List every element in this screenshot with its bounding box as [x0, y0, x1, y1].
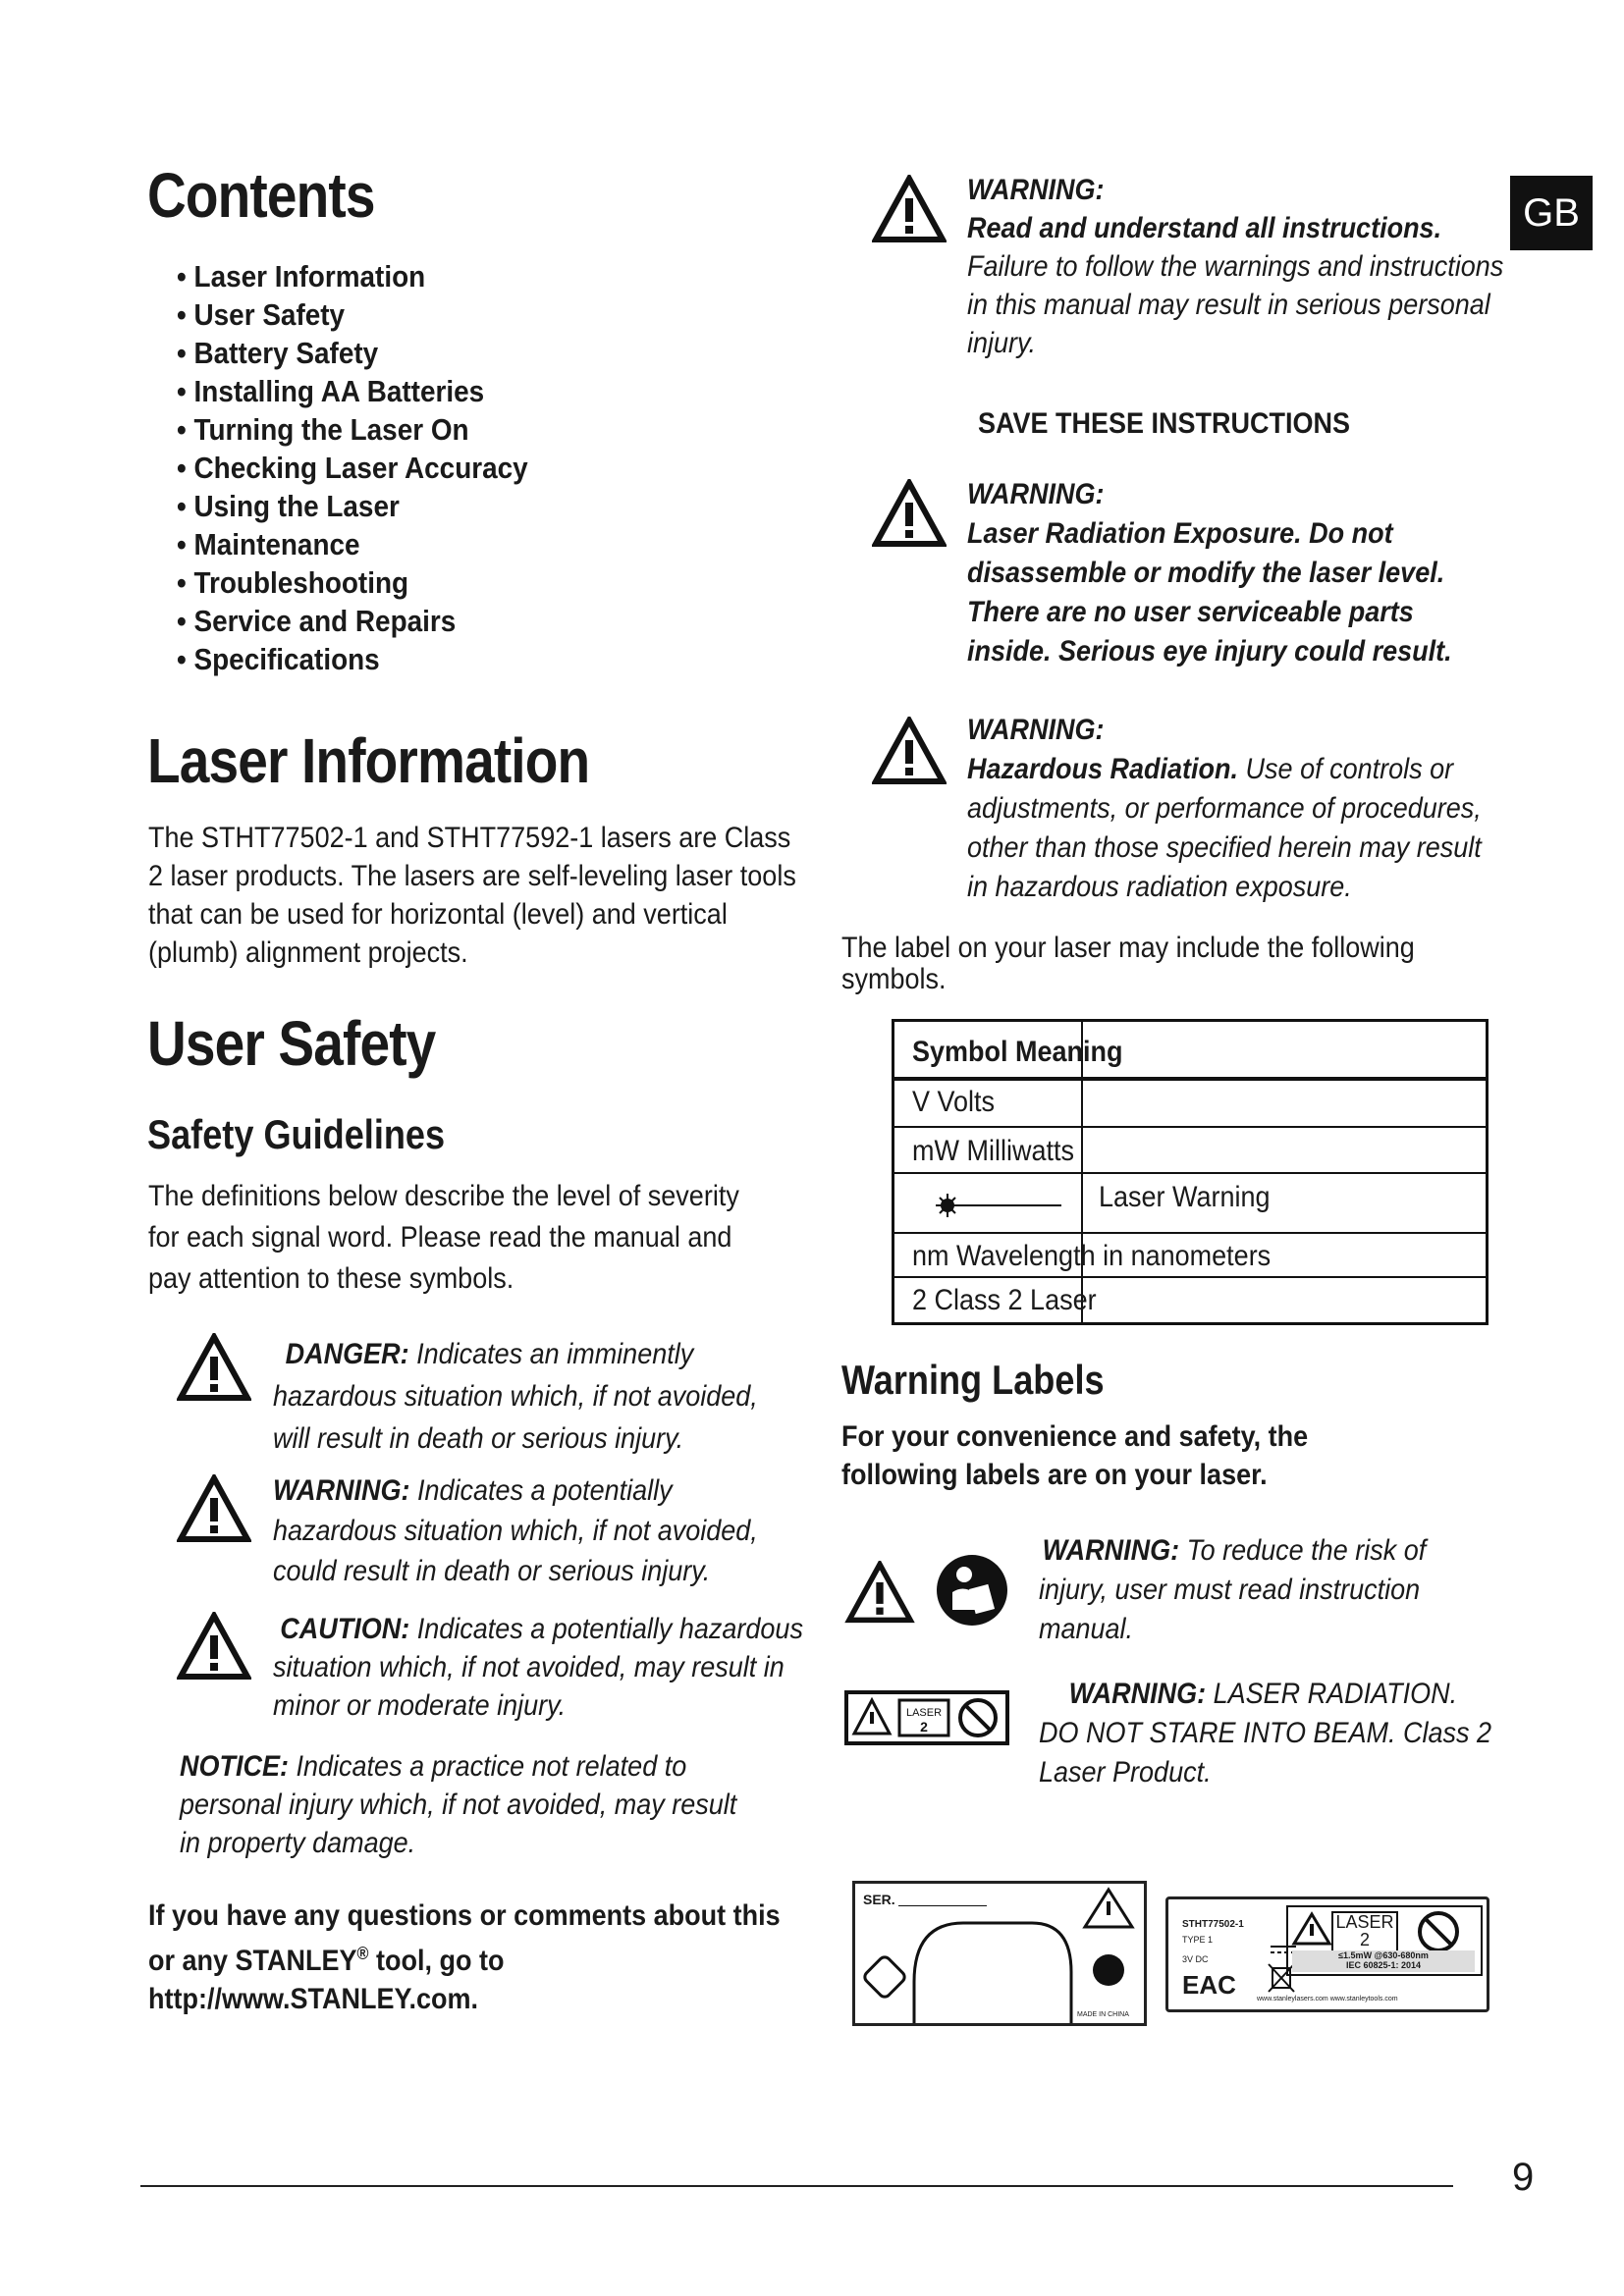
warning-triangle-icon — [1290, 1911, 1333, 1947]
warning-text: Indicates a potentially hazardous situation which, if not avoided, could result in death or serious injury. — [273, 1474, 758, 1587]
toc-item: • Specifications — [177, 640, 528, 678]
toc-item: • Troubleshooting — [177, 563, 528, 602]
laser-spec-power: ≤1.5mW @630-680nm — [1338, 1950, 1429, 1960]
no-stare-icon — [1416, 1909, 1461, 1954]
svg-text:2: 2 — [920, 1719, 928, 1735]
caution-definition — [273, 1610, 803, 1725]
contents-list — [177, 257, 567, 678]
label-outline — [855, 1884, 1144, 2023]
warning-bold: Read and understand all instructions. — [967, 212, 1442, 244]
table-row — [894, 1077, 1486, 1081]
table-cell: 2 Class 2 Laser — [912, 1284, 1097, 1316]
website-text: www.stanleylasers.com www.stanleytools.com — [1257, 1996, 1398, 2002]
page-number: 9 — [1512, 2156, 1535, 2199]
laser-info-body: The STHT77502-1 and STHT77592-1 lasers are Class 2 laser products. The lasers are self-leveling laser tools that can be used for horizontal (level) and vertical (plumb) alignment projects. — [148, 822, 796, 969]
caution-text: Indicates a potentially hazardous situation which, if not avoided, may result in minor or moderate injury. — [273, 1613, 803, 1722]
label-warning-text: To reduce the risk of injury, user must read instruction manual. — [1039, 1534, 1427, 1645]
warning-triangle-icon — [177, 1474, 251, 1543]
contact-text-a: If you have any questions or comments about this or any STANLEY — [148, 1899, 781, 1977]
contents-title: Contents — [147, 160, 375, 231]
warning-read-instructions — [967, 171, 1506, 362]
serial-label — [852, 1881, 1147, 2026]
symbols-intro: The label on your laser may include the following symbols. — [841, 932, 1415, 995]
contact-text-b: tool, go to http://www.STANLEY.com. — [148, 1945, 505, 2015]
registered-mark: ® — [356, 1944, 369, 1963]
save-instructions: SAVE THESE INSTRUCTIONS — [978, 407, 1351, 440]
warning-triangle-icon — [872, 717, 947, 785]
toc-item: • User Safety — [177, 295, 528, 334]
table-row — [894, 1276, 1486, 1278]
laser-class-badge — [1331, 1911, 1398, 1952]
label-warning-read-manual — [1039, 1531, 1498, 1649]
warning-label: WARNING: — [967, 478, 1105, 510]
warning-labels-title: Warning Labels — [841, 1357, 1105, 1403]
label-warning-word: WARNING: — [1042, 1534, 1180, 1567]
table-row — [894, 1126, 1486, 1128]
laser-spec-standard: IEC 60825-1: 2014 — [1345, 1960, 1422, 1970]
type-text: TYPE 1 — [1182, 1935, 1214, 1945]
toc-item: • Maintenance — [177, 525, 528, 563]
made-in-text: MADE IN CHINA — [1077, 2011, 1129, 2018]
toc-item: • Service and Repairs — [177, 602, 528, 640]
toc-item: • Installing AA Batteries — [177, 372, 528, 410]
table-row — [894, 1232, 1486, 1234]
warning-triangle-icon — [872, 175, 947, 243]
label-warning-laser-radiation — [1039, 1675, 1498, 1792]
model-text: STHT77502-1 — [1182, 1919, 1244, 1930]
warning-label: WARNING: — [967, 714, 1105, 746]
contact-info — [148, 1896, 785, 2018]
toc-item: • Battery Safety — [177, 334, 528, 372]
svg-text:LASER: LASER — [905, 1707, 943, 1719]
warning-laser-exposure — [967, 475, 1489, 671]
toc-item: • Using the Laser — [177, 487, 528, 525]
class-text: 2 — [1359, 1930, 1370, 1949]
danger-text: Indicates an imminently hazardous situation which, if not avoided, will result in death or serious injury. — [273, 1338, 758, 1455]
notice-word: NOTICE: — [180, 1750, 289, 1783]
warning-text: Use of controls or adjustments, or performance of procedures, other than those specified herein may result in hazardous radiation exposure. — [967, 753, 1482, 903]
warning-text: Failure to follow the warnings and instructions in this manual may result in serious personal injury. — [967, 250, 1504, 359]
warning-labels-intro: For your convenience and safety, the following labels are on your laser. — [841, 1420, 1309, 1491]
table-row — [894, 1172, 1486, 1174]
warning-bold: Hazardous Radiation. — [967, 753, 1239, 785]
label-warning-word: WARNING: — [1068, 1678, 1207, 1710]
table-cell: mW Milliwatts — [912, 1135, 1074, 1167]
warning-triangle-icon — [177, 1612, 251, 1681]
read-manual-icon — [935, 1553, 1009, 1628]
danger-definition — [273, 1333, 777, 1460]
voltage-text: 3V DC — [1182, 1954, 1209, 1964]
rating-label — [1165, 1896, 1489, 2012]
caution-word: CAUTION: — [280, 1613, 410, 1645]
notice-definition — [180, 1747, 763, 1862]
label-warning-text: LASER RADIATION. DO NOT STARE INTO BEAM. Class 2 Laser Product. — [1039, 1678, 1492, 1789]
warning-bold: Laser Radiation Exposure. Do not disassemble or modify the laser level. There are no user serviceable parts inside. Serious eye injury could result. — [967, 517, 1452, 667]
warning-triangle-icon — [844, 1561, 915, 1624]
table-header: Symbol Meaning — [912, 1036, 1123, 1068]
user-safety-title: User Safety — [147, 1008, 436, 1079]
laser-info-title: Laser Information — [147, 725, 590, 796]
toc-item: • Laser Information — [177, 257, 528, 295]
warning-triangle-icon — [177, 1333, 251, 1402]
warning-definition — [273, 1470, 777, 1591]
safety-guidelines-title: Safety Guidelines — [147, 1111, 446, 1157]
toc-item: • Checking Laser Accuracy — [177, 449, 528, 487]
eac-mark: EAC — [1182, 1970, 1236, 2000]
danger-word: DANGER: — [285, 1338, 409, 1370]
serial-text: SER. — [863, 1892, 895, 1907]
symbols-table — [892, 1019, 1489, 1325]
laser-text: LASER — [1335, 1912, 1394, 1932]
warning-label: WARNING: — [967, 174, 1105, 206]
table-cell: V Volts — [912, 1086, 996, 1118]
footer-rule — [140, 2185, 1453, 2187]
laser-class-label-icon — [844, 1690, 1009, 1745]
toc-item: • Turning the Laser On — [177, 410, 528, 449]
language-badge: GB — [1510, 176, 1593, 250]
warning-hazardous-radiation — [967, 711, 1497, 907]
laser-beam-icon — [914, 1191, 1071, 1220]
notice-text: Indicates a practice not related to personal injury which, if not avoided, may result in property damage. — [180, 1750, 737, 1859]
safety-guidelines-body: The definitions below describe the level of severity for each signal word. Please read the manual and pay attention to these symbols. — [148, 1180, 739, 1295]
table-cell: nm Wavelength in nanometers — [912, 1240, 1272, 1272]
warning-word: WARNING: — [273, 1474, 410, 1507]
laser-spec — [1292, 1950, 1475, 1972]
warning-triangle-icon — [872, 479, 947, 548]
table-cell: Laser Warning — [1099, 1181, 1271, 1213]
